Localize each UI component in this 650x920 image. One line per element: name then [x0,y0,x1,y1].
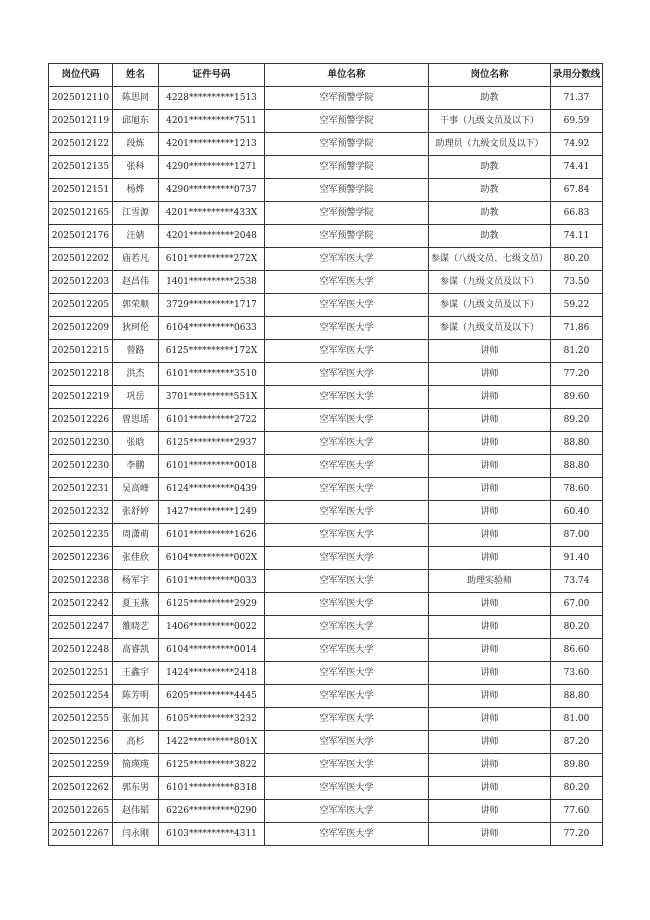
cell-name: 江雪源 [113,202,159,225]
cell-score-line: 67.84 [551,179,603,202]
cell-score-line: 88.80 [551,455,603,478]
cell-name: 简瑛瑛 [113,754,159,777]
cell-position-code: 2025012203 [49,271,113,294]
cell-position-code: 2025012110 [49,87,113,110]
cell-name: 雒晓艺 [113,616,159,639]
table-row [49,271,603,294]
cell-position-code: 2025012247 [49,616,113,639]
cell-position-name: 讲师 [429,501,551,524]
header-name: 姓名 [113,64,159,87]
cell-name: 杨烨 [113,179,159,202]
table-row [49,133,603,156]
cell-id-number: 4201**********7511 [159,110,265,133]
cell-name: 赵伟韬 [113,800,159,823]
table-row [49,800,603,823]
cell-unit-name: 空军军医大学 [265,547,429,570]
cell-position-code: 2025012205 [49,294,113,317]
cell-id-number: 6226**********0290 [159,800,265,823]
table-row [49,777,603,800]
cell-position-code: 2025012135 [49,156,113,179]
table-row [49,455,603,478]
cell-position-name: 讲师 [429,754,551,777]
cell-position-code: 2025012230 [49,455,113,478]
cell-position-name: 讲师 [429,800,551,823]
cell-unit-name: 空军军医大学 [265,662,429,685]
header-position-name: 岗位名称 [429,64,551,87]
cell-position-name: 参谋（九级文员及以下） [429,271,551,294]
cell-id-number: 6101**********1626 [159,524,265,547]
cell-id-number: 6125**********172X [159,340,265,363]
cell-name: 汪婧 [113,225,159,248]
cell-unit-name: 空军军医大学 [265,409,429,432]
cell-position-code: 2025012151 [49,179,113,202]
table-row [49,731,603,754]
table-row [49,317,603,340]
cell-position-code: 2025012165 [49,202,113,225]
cell-position-name: 讲师 [429,547,551,570]
cell-score-line: 73.74 [551,570,603,593]
cell-score-line: 89.20 [551,409,603,432]
cell-unit-name: 空军军医大学 [265,386,429,409]
cell-score-line: 74.41 [551,156,603,179]
cell-name: 杨军宇 [113,570,159,593]
cell-position-name: 讲师 [429,524,551,547]
table-row [49,685,603,708]
cell-score-line: 80.20 [551,777,603,800]
cell-id-number: 6125**********2937 [159,432,265,455]
cell-id-number: 4290**********0737 [159,179,265,202]
cell-position-code: 2025012219 [49,386,113,409]
table-row [49,225,603,248]
cell-position-code: 2025012235 [49,524,113,547]
cell-unit-name: 空军军医大学 [265,294,429,317]
cell-unit-name: 空军军医大学 [265,616,429,639]
cell-score-line: 73.60 [551,662,603,685]
cell-position-name: 助教 [429,156,551,179]
cell-id-number: 6205**********4445 [159,685,265,708]
cell-name: 狄珂伦 [113,317,159,340]
cell-position-name: 讲师 [429,340,551,363]
cell-position-code: 2025012262 [49,777,113,800]
cell-name: 庙若凡 [113,248,159,271]
cell-unit-name: 空军军医大学 [265,754,429,777]
cell-name: 张晗 [113,432,159,455]
cell-id-number: 4228**********1513 [159,87,265,110]
table-row [49,501,603,524]
table-row [49,432,603,455]
cell-unit-name: 空军军医大学 [265,685,429,708]
cell-position-code: 2025012256 [49,731,113,754]
cell-position-name: 讲师 [429,662,551,685]
table-row [49,570,603,593]
cell-score-line: 87.20 [551,731,603,754]
cell-name: 郭东男 [113,777,159,800]
table-row [49,708,603,731]
table-row [49,248,603,271]
cell-id-number: 4201**********433X [159,202,265,225]
cell-id-number: 1424**********2418 [159,662,265,685]
table-row [49,340,603,363]
cell-score-line: 69.59 [551,110,603,133]
table-row [49,478,603,501]
table-row [49,593,603,616]
cell-position-code: 2025012242 [49,593,113,616]
cell-position-name: 参谋（九级文员及以下） [429,317,551,340]
cell-position-name: 参谋（八级文员、七级文员） [429,248,551,271]
cell-position-name: 讲师 [429,455,551,478]
cell-position-code: 2025012119 [49,110,113,133]
cell-position-code: 2025012254 [49,685,113,708]
cell-name: 高杉 [113,731,159,754]
cell-unit-name: 空军军医大学 [265,455,429,478]
cell-unit-name: 空军预警学院 [265,202,429,225]
cell-name: 陈芳明 [113,685,159,708]
cell-name: 巩岳 [113,386,159,409]
cell-position-name: 助教 [429,87,551,110]
cell-position-name: 讲师 [429,409,551,432]
cell-position-name: 讲师 [429,363,551,386]
cell-name: 张加其 [113,708,159,731]
cell-score-line: 89.60 [551,386,603,409]
cell-id-number: 6101**********272X [159,248,265,271]
cell-name: 张佳欣 [113,547,159,570]
cell-score-line: 59.22 [551,294,603,317]
cell-name: 陈思同 [113,87,159,110]
cell-id-number: 6101**********8318 [159,777,265,800]
cell-name: 曾路 [113,340,159,363]
cell-position-code: 2025012176 [49,225,113,248]
cell-position-name: 助教 [429,202,551,225]
cell-unit-name: 空军军医大学 [265,823,429,846]
cell-score-line: 88.80 [551,432,603,455]
table-row [49,179,603,202]
cell-id-number: 6101**********3510 [159,363,265,386]
table-body [49,87,603,846]
cell-position-name: 讲师 [429,731,551,754]
cell-unit-name: 空军预警学院 [265,156,429,179]
cell-score-line: 67.00 [551,593,603,616]
cell-score-line: 77.20 [551,823,603,846]
cell-score-line: 80.20 [551,248,603,271]
cell-position-name: 助理员（九级文员及以下） [429,133,551,156]
cell-id-number: 6103**********4311 [159,823,265,846]
table-row [49,156,603,179]
cell-score-line: 77.60 [551,800,603,823]
cell-position-name: 讲师 [429,639,551,662]
cell-id-number: 6101**********2722 [159,409,265,432]
table-row [49,363,603,386]
cell-unit-name: 空军预警学院 [265,110,429,133]
cell-score-line: 78.60 [551,478,603,501]
cell-name: 邱旭东 [113,110,159,133]
cell-unit-name: 空军军医大学 [265,731,429,754]
cell-position-name: 讲师 [429,432,551,455]
table-row [49,823,603,846]
cell-score-line: 66.83 [551,202,603,225]
cell-score-line: 77.20 [551,363,603,386]
cell-name: 段炼 [113,133,159,156]
cell-score-line: 86.60 [551,639,603,662]
cell-id-number: 1401**********2538 [159,271,265,294]
cell-id-number: 6105**********3232 [159,708,265,731]
cell-id-number: 4201**********1213 [159,133,265,156]
cell-score-line: 71.37 [551,87,603,110]
cell-position-name: 讲师 [429,685,551,708]
cell-name: 闫永刚 [113,823,159,846]
cell-score-line: 87.00 [551,524,603,547]
cell-id-number: 6101**********0018 [159,455,265,478]
cell-position-code: 2025012209 [49,317,113,340]
cell-unit-name: 空军预警学院 [265,225,429,248]
cell-position-name: 讲师 [429,593,551,616]
cell-name: 夏玉燕 [113,593,159,616]
cell-score-line: 81.00 [551,708,603,731]
cell-name: 洪杰 [113,363,159,386]
cell-score-line: 88.80 [551,685,603,708]
cell-name: 李鹏 [113,455,159,478]
table-row [49,616,603,639]
cell-name: 曾思瑶 [113,409,159,432]
cell-name: 张舒婷 [113,501,159,524]
cell-unit-name: 空军军医大学 [265,501,429,524]
cell-unit-name: 空军军医大学 [265,478,429,501]
cell-position-name: 讲师 [429,616,551,639]
cell-id-number: 3701**********551X [159,386,265,409]
cell-unit-name: 空军军医大学 [265,639,429,662]
cell-id-number: 4201**********2048 [159,225,265,248]
table-header-row [49,64,603,87]
cell-unit-name: 空军军医大学 [265,777,429,800]
table-row [49,639,603,662]
table-row [49,754,603,777]
cell-position-code: 2025012231 [49,478,113,501]
cell-position-code: 2025012251 [49,662,113,685]
cell-unit-name: 空军军医大学 [265,524,429,547]
cell-unit-name: 空军军医大学 [265,570,429,593]
cell-position-name: 讲师 [429,708,551,731]
cell-name: 吴高峰 [113,478,159,501]
table-row [49,294,603,317]
cell-unit-name: 空军军医大学 [265,248,429,271]
cell-position-code: 2025012267 [49,823,113,846]
cell-unit-name: 空军军医大学 [265,271,429,294]
cell-id-number: 6101**********0033 [159,570,265,593]
table-row [49,386,603,409]
cell-position-name: 讲师 [429,823,551,846]
cell-id-number: 6104**********002X [159,547,265,570]
cell-name: 赵昌伟 [113,271,159,294]
cell-name: 王鑫宇 [113,662,159,685]
cell-id-number: 6125**********2929 [159,593,265,616]
cell-position-code: 2025012265 [49,800,113,823]
cell-name: 周潇萌 [113,524,159,547]
table-row [49,87,603,110]
header-position-code: 岗位代码 [49,64,113,87]
cell-score-line: 80.20 [551,616,603,639]
cell-id-number: 6125**********3822 [159,754,265,777]
cell-score-line: 74.11 [551,225,603,248]
cell-position-name: 讲师 [429,478,551,501]
table-row [49,110,603,133]
admission-table [48,63,603,846]
cell-position-name: 参谋（九级文员及以下） [429,294,551,317]
cell-position-name: 助教 [429,179,551,202]
cell-id-number: 1406**********0022 [159,616,265,639]
table-row [49,662,603,685]
cell-unit-name: 空军军医大学 [265,317,429,340]
cell-position-name: 讲师 [429,777,551,800]
cell-position-code: 2025012202 [49,248,113,271]
cell-position-code: 2025012259 [49,754,113,777]
cell-unit-name: 空军预警学院 [265,133,429,156]
cell-id-number: 6104**********0633 [159,317,265,340]
cell-unit-name: 空军预警学院 [265,87,429,110]
table-row [49,524,603,547]
cell-unit-name: 空军军医大学 [265,593,429,616]
cell-position-name: 干事（九级文员及以下） [429,110,551,133]
cell-position-name: 助理实验师 [429,570,551,593]
cell-score-line: 73.50 [551,271,603,294]
cell-score-line: 89.80 [551,754,603,777]
cell-position-code: 2025012255 [49,708,113,731]
cell-unit-name: 空军军医大学 [265,432,429,455]
cell-name: 郭荣顺 [113,294,159,317]
cell-id-number: 6104**********0014 [159,639,265,662]
cell-score-line: 91.40 [551,547,603,570]
table-row [49,202,603,225]
cell-name: 高睿凯 [113,639,159,662]
cell-id-number: 3729**********1717 [159,294,265,317]
cell-position-code: 2025012215 [49,340,113,363]
cell-score-line: 81.20 [551,340,603,363]
cell-score-line: 71.86 [551,317,603,340]
cell-unit-name: 空军军医大学 [265,800,429,823]
cell-position-code: 2025012226 [49,409,113,432]
cell-position-code: 2025012236 [49,547,113,570]
cell-score-line: 74.92 [551,133,603,156]
table-row [49,409,603,432]
header-id-number: 证件号码 [159,64,265,87]
cell-id-number: 4290**********1271 [159,156,265,179]
cell-position-code: 2025012218 [49,363,113,386]
cell-unit-name: 空军军医大学 [265,708,429,731]
cell-id-number: 6124**********0439 [159,478,265,501]
cell-position-code: 2025012238 [49,570,113,593]
cell-position-name: 助教 [429,225,551,248]
cell-position-code: 2025012248 [49,639,113,662]
cell-position-code: 2025012232 [49,501,113,524]
cell-name: 张科 [113,156,159,179]
cell-id-number: 1427**********1249 [159,501,265,524]
cell-unit-name: 空军军医大学 [265,363,429,386]
table-row [49,547,603,570]
cell-unit-name: 空军军医大学 [265,340,429,363]
header-score-line: 录用分数线 [551,64,603,87]
cell-position-code: 2025012122 [49,133,113,156]
cell-id-number: 1422**********801X [159,731,265,754]
cell-position-name: 讲师 [429,386,551,409]
cell-unit-name: 空军预警学院 [265,179,429,202]
cell-score-line: 60.40 [551,501,603,524]
cell-position-code: 2025012230 [49,432,113,455]
header-unit-name: 单位名称 [265,64,429,87]
